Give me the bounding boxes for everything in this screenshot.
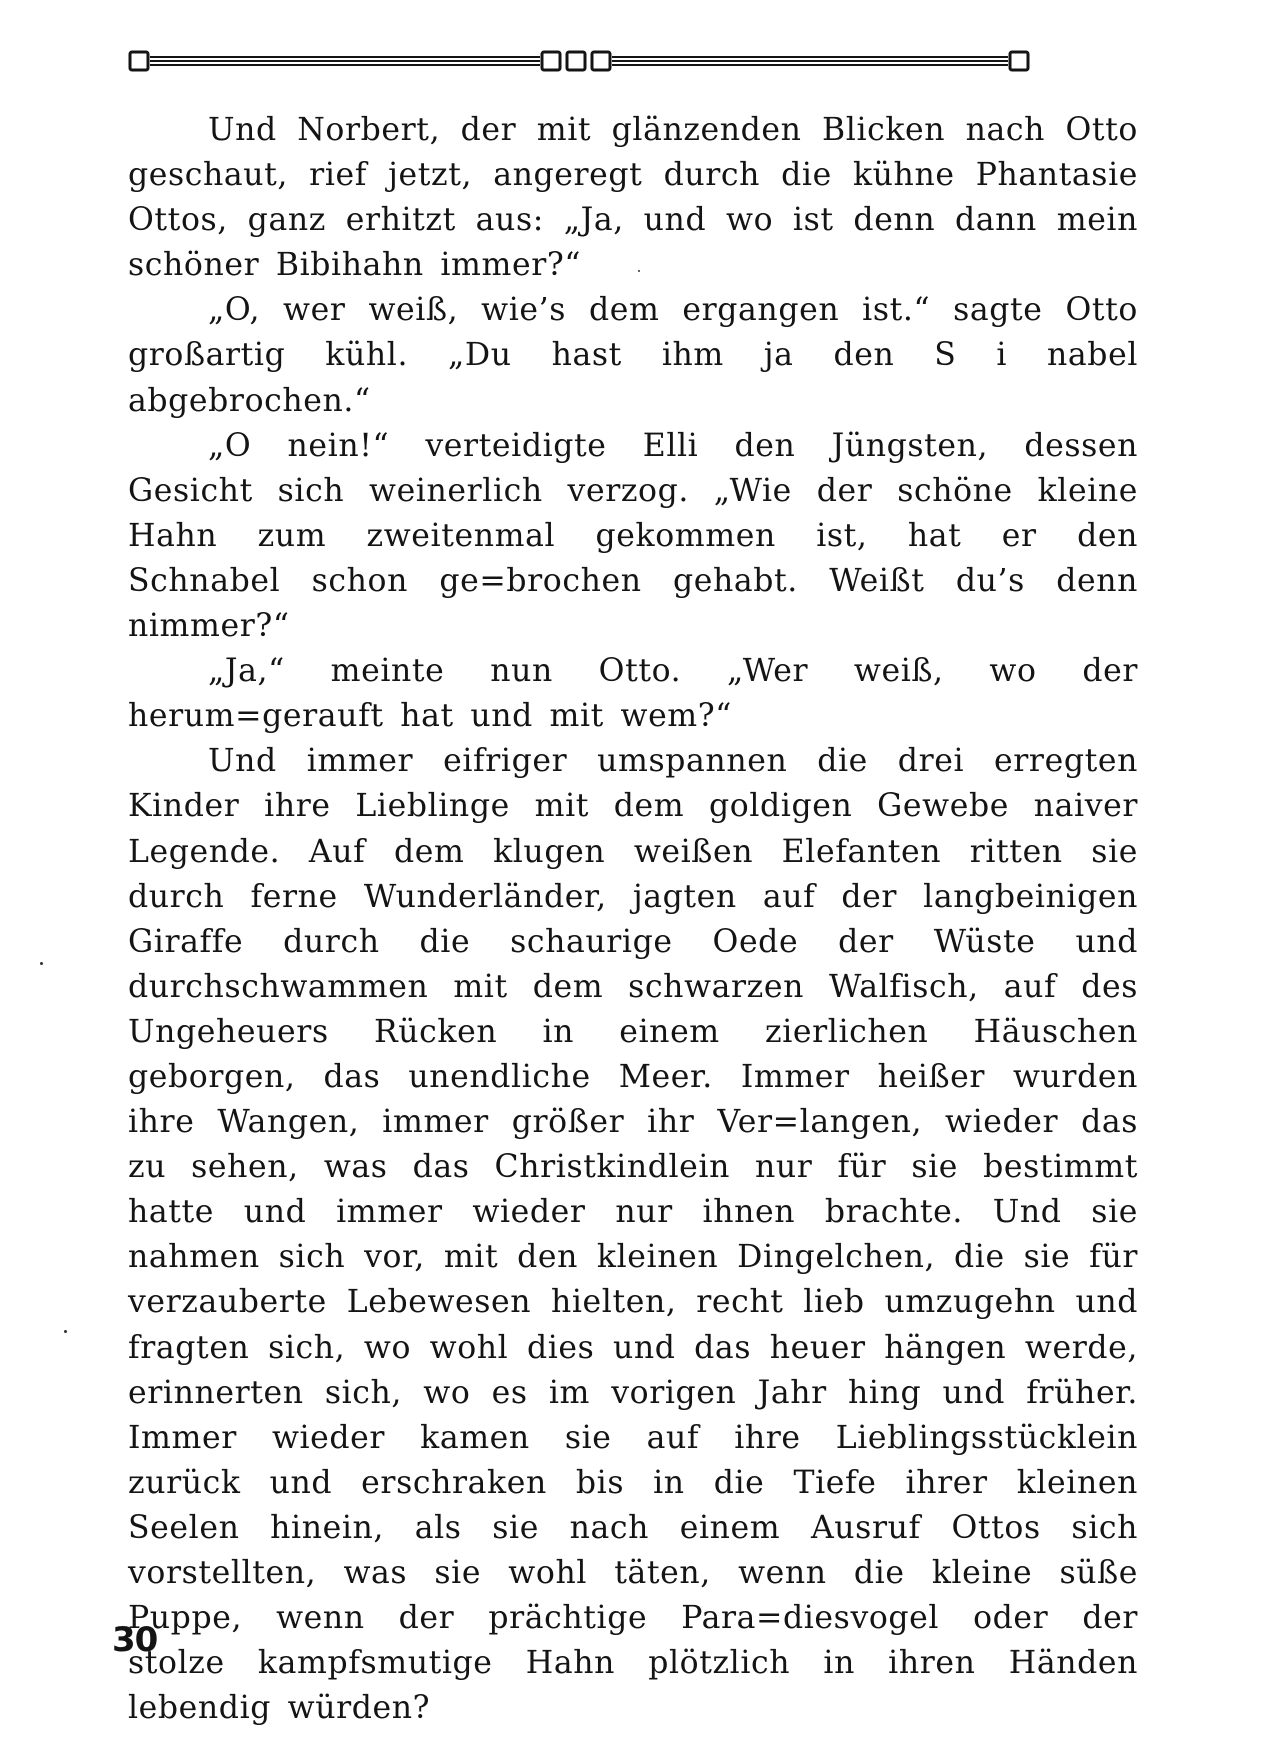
header-ornament (128, 48, 1138, 74)
paragraph: „O nein!“ verteidigte Elli den Jüngsten, dessen Gesicht sich weinerlich verzog. „Wie der schöne kleine Hahn zum zweitenmal gekommen ist, hat er den Schnabel schon ge=brochen gehabt. Weißt du’s denn nimmer?“ (128, 427, 1138, 645)
scan-speck (40, 962, 43, 965)
scan-speck (638, 270, 640, 272)
scan-speck (64, 1330, 67, 1333)
paragraph: Und Norbert, der mit glänzenden Blicken nach Otto geschaut, rief jetzt, angeregt durch die kühne Phantasie Ottos, ganz erhitzt aus: „Ja, und wo ist denn dann mein schöner Bibihahn immer?“ (128, 112, 1138, 284)
body-text (128, 108, 1138, 1731)
paragraph: Und immer eifriger umspannen die drei erregten Kinder ihre Lieblinge mit dem goldigen Gewebe naiver Legende. Auf dem klugen weißen Elefanten ritten sie durch ferne Wunderländer, jagten auf der langbeinigen Giraffe durch die schaurige Oede der Wüste und durchschwammen mit dem schwarzen Walfisch, auf des Ungeheuers Rücken in einem zierlichen Häuschen geborgen, das unendliche Meer. Immer heißer wurden ihre Wangen, immer größer ihr Ver=langen, wieder das zu sehen, was das Christkindlein nur für sie bestimmt hatte und immer wieder nur ihnen brachte. Und sie nahmen sich vor, mit den kleinen Dingelchen, die sie für verzauberte Lebewesen hielten, recht lieb umzugehn und fragten sich, wo wohl dies und das heuer hängen werde, erinnerten sich, wo es im vorigen Jahr hing und früher. Immer wieder kamen sie auf ihre Lieblingsstücklein zurück und erschraken bis in die Tiefe ihrer kleinen Seelen hinein, als sie nach einem Ausruf Ottos sich vorstellten, was sie wohl täten, wenn die kleine süße Puppe, wenn der prächtige Para=diesvogel oder der stolze kampfsmutige Hahn plötzlich in ihren Händen lebendig würden? (128, 743, 1138, 1727)
page-number: 30 (112, 1620, 158, 1660)
paragraph: „O, wer weiß, wie’s dem ergangen ist.“ sagte Otto großartig kühl. „Du hast ihm ja den S i nabel abgebrochen.“ (128, 292, 1138, 419)
paragraph: „Ja,“ meinte nun Otto. „Wer weiß, wo der herum=gerauft hat und mit wem?“ (128, 653, 1138, 735)
